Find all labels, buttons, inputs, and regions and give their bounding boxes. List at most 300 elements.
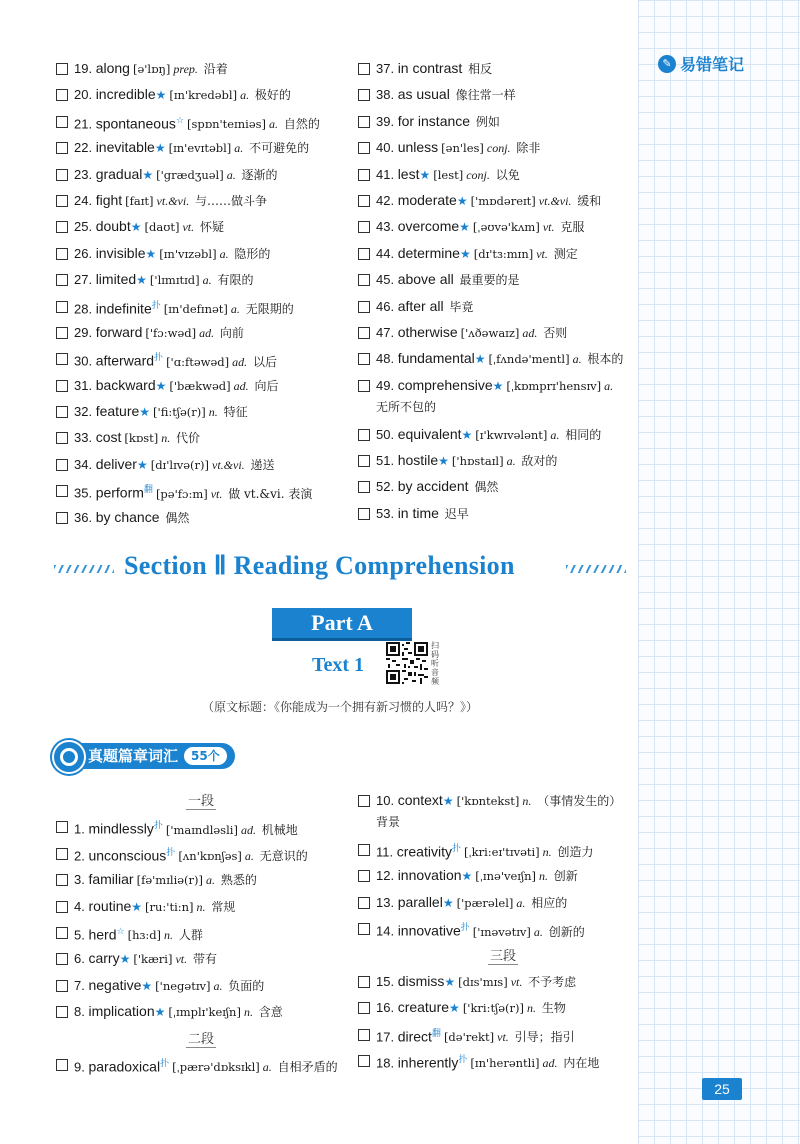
entry-number: 26. [74,245,96,261]
entry-word: paradoxical [88,1058,161,1075]
entry-phonetic: [spɒn'teɪniəs] [186,117,267,132]
vocab-entry-text [376,476,628,498]
checkbox[interactable] [358,870,370,882]
entry-phonetic: ['mɒdəreɪt] [470,193,536,208]
entry-number: 32. [74,404,96,420]
vocab-entry [56,816,356,842]
vocab-entry [56,427,356,453]
entry-meaning: 含意 [254,1005,283,1020]
star-icon: ★ [461,427,473,442]
vocab-entry-text [74,816,356,840]
entry-pos: prep. [173,62,198,76]
checkbox[interactable] [358,248,370,260]
entry-word: parallel [397,893,443,910]
entry-number: 39. [376,113,398,129]
star-icon: ★ [131,899,143,914]
vocab-entry-text [376,243,628,265]
vocab-entry [358,84,628,110]
entry-number: 52. [376,479,398,495]
vocab-entry [358,476,628,502]
vocab-count-badge: 55个 [184,747,227,765]
entry-pos: n. [164,928,174,943]
vocab-entry-text [376,892,628,914]
star-icon: ★ [449,1001,460,1016]
entry-number: 6. [74,951,89,967]
entry-pos: n. [527,1001,536,1016]
frequency-mark: 扑 [153,821,163,832]
entry-phonetic: ['ʌðəwaɪz] [460,325,520,340]
entry-phonetic: [ru:'ti:n] [145,899,194,914]
frequency-mark: 扑 [151,300,161,311]
entry-meaning: 毕竟 [445,299,474,314]
entry-meaning: 内在地 [559,1056,600,1071]
entry-word: fight [95,191,123,208]
vocab-entry [56,348,356,374]
entry-phonetic: ['fi:tʃə(r)] [153,405,206,420]
vocab-entry-text [74,216,356,238]
vocab-entry-text [74,869,356,891]
vocab-entry-text [74,269,356,291]
entry-number: 40. [376,140,398,156]
vocab-entry-text [74,1001,356,1023]
entry-meaning: 最重要的是 [455,273,520,288]
entry-phonetic: ['bækwəd] [169,378,231,393]
checkbox[interactable] [358,1055,370,1067]
entry-pos: conj. [466,167,490,182]
vocab-entry-text [376,111,628,133]
entry-number: 42. [376,192,398,208]
star-icon: ★ [139,405,151,420]
entry-phonetic: [hɜ:d] [127,928,162,943]
entry-word: unless [397,139,439,156]
vocab-entry [56,975,356,1001]
entry-number: 53. [376,505,398,521]
checkbox[interactable] [56,901,68,913]
vocab-entry [56,869,356,895]
checkbox[interactable] [358,897,370,909]
checkbox[interactable] [56,63,68,75]
entry-meaning: 例如 [472,114,500,129]
star-icon: ★ [419,167,431,182]
entry-pos: conj. [486,141,511,156]
entry-word: implication [88,1003,155,1020]
entry-meaning: 偶然 [161,510,190,525]
entry-number: 8. [74,1004,89,1020]
entry-number: 9. [74,1059,89,1075]
entry-number: 51. [376,453,398,469]
vocab-entry-text [376,269,628,291]
checkbox[interactable] [358,923,370,935]
frequency-mark: 翻 [431,1028,441,1039]
vocab-entry [358,997,628,1023]
star-icon: ★ [456,193,468,208]
checkbox[interactable] [56,485,68,497]
entry-word: creativity [396,843,452,860]
checkbox[interactable] [56,459,68,471]
entry-word: routine [88,897,132,914]
entry-word: lest [397,165,420,182]
checkbox[interactable] [358,63,370,75]
star-icon: ★ [145,246,157,261]
vocab-entry [358,137,628,163]
vocab-entry-text [376,503,628,525]
section-decor-left [54,565,114,573]
checkbox[interactable] [358,89,370,101]
entry-word: by accident [397,478,469,495]
entry-meaning: 创新的 [544,924,585,939]
entry-number: 25. [74,219,96,235]
checkbox[interactable] [56,1059,68,1071]
vocab-entry [358,790,628,833]
entry-meaning: 人群 [175,928,203,943]
entry-word: moderate [397,191,457,208]
entry-meaning: 沿着 [199,62,228,76]
vocab-entry [358,1024,628,1050]
entry-number: 45. [376,272,398,288]
qr-label: 扫码听音频 [431,641,439,686]
vocab-entry [358,450,628,476]
entry-pos: ad. [232,354,248,369]
entry-number: 12. [376,868,398,884]
entry-meaning: 敌对的 [517,454,558,469]
checkbox[interactable] [358,169,370,181]
entry-phonetic: [dɪ'tɜ:mɪn] [473,246,534,261]
vocab-entry-text [74,401,356,423]
vocab-entry [358,375,628,418]
vocab-entry [358,865,628,891]
entry-pos: ad. [542,1056,558,1071]
entry-phonetic: [ˌɪmplɪ'keɪʃn] [168,1005,241,1020]
vocab-entry-text [376,296,628,318]
entry-pos: a. [219,246,229,261]
checkbox[interactable] [358,195,370,207]
entry-number: 27. [74,272,96,288]
entry-meaning: 否则 [539,325,568,340]
entry-number: 49. [376,377,398,393]
entry-word: invisible [95,244,146,261]
entry-pos: ad. [233,378,249,393]
checkbox[interactable] [56,821,68,833]
entry-number: 38. [376,87,398,103]
checkbox[interactable] [358,429,370,441]
star-icon: ★ [141,978,153,993]
vocab-entry [56,164,356,190]
entry-meaning: 测定 [549,246,578,261]
entry-meaning: （事情发生的）背景 [376,794,622,829]
checkbox[interactable] [358,301,370,313]
entry-meaning: 常规 [207,899,236,914]
entry-pos: n. [243,1005,253,1020]
entry-word: feature [95,403,140,420]
brand-title: 易错笔记 [680,55,745,74]
entry-word: above all [397,271,454,288]
checkbox[interactable] [56,116,68,128]
entry-number: 5. [74,927,89,943]
entry-phonetic: [dɪs'mɪs] [458,974,508,989]
text-label: Text 1 [312,654,365,676]
entry-meaning: 负面的 [224,978,265,993]
entry-meaning: 根本的 [583,352,624,367]
vocab-entry-text [376,997,628,1019]
entry-number: 7. [74,977,89,993]
entry-meaning: 以免 [491,167,520,182]
entry-number: 28. [74,300,96,316]
vocab-entry [358,190,628,216]
checkbox[interactable] [56,512,68,524]
vocab-entry [358,296,628,322]
checkbox[interactable] [358,508,370,520]
entry-phonetic: [ˌpærə'dɒksɪkl] [172,1060,260,1075]
entry-phonetic: [də'rekt] [443,1030,495,1045]
checkbox[interactable] [56,432,68,444]
vocab-entry-text [74,948,356,970]
vocab-entry-text [376,918,628,942]
entry-phonetic: [ɪn'evɪtəbl] [168,141,232,156]
entry-meaning: 自相矛盾的 [273,1060,338,1075]
entry-phonetic: ['lɪmɪtɪd] [149,273,200,288]
vocab-entry-text [74,454,356,476]
star-icon: ★ [142,167,154,182]
entry-number: 37. [376,61,398,76]
entry-pos: a. [213,978,223,993]
vocab-entry [56,922,356,948]
checkbox[interactable] [358,481,370,493]
entry-word: innovation [397,867,462,884]
vocab-entry [56,243,356,269]
checkbox[interactable] [56,142,68,154]
entry-number: 35. [74,485,96,501]
entry-number: 47. [376,324,398,340]
checkbox[interactable] [358,1029,370,1041]
checkbox[interactable] [56,353,68,365]
checkbox[interactable] [56,248,68,260]
entry-phonetic: [lest] [433,167,464,182]
star-icon: ★ [442,895,454,910]
frequency-mark: 扑 [451,844,461,854]
entry-pos: a. [533,924,543,939]
star-icon: ★ [119,952,131,967]
entry-word: direct [397,1028,432,1045]
entry-word: negative [88,976,142,993]
entry-pos: vt.&vi. [212,457,245,472]
star-icon: ★ [492,378,504,393]
entry-number: 34. [74,456,96,472]
entry-phonetic: [ɪn'defɪnət] [163,301,228,316]
entry-pos: ad. [522,325,538,340]
pencil-circle-icon: ✎ [658,55,676,73]
vocab-entry-text [74,190,356,212]
vocab-entry-text [376,865,628,887]
vocab-entry [358,269,628,295]
checkbox[interactable] [56,221,68,233]
vocab-entry-text [376,1024,628,1048]
vocab-entry [56,507,356,533]
entry-number: 24. [74,192,96,208]
checkbox[interactable] [358,795,370,807]
vocab-entry [358,839,628,865]
checkbox[interactable] [56,274,68,286]
vocab-entry [56,137,356,163]
vocab-entry-text [74,243,356,265]
vocab-entry-text [376,164,628,186]
entry-number: 50. [376,426,398,442]
entry-phonetic: ['maɪndləsli] [165,822,238,837]
vocab-entry-text [74,58,356,80]
entry-number: 36. [74,509,96,525]
vocab-entry [56,58,356,84]
entry-pos: vt. [182,220,195,235]
entry-pos: vt.&vi. [156,193,190,208]
entry-pos: n. [522,794,532,808]
entry-meaning: 做 vt.&vi. 表演 [224,486,313,501]
checkbox[interactable] [56,927,68,939]
entry-meaning: 偶然 [470,480,499,495]
vocab-entry-text [74,322,356,344]
vocab-entry [56,843,356,869]
checkbox[interactable] [358,274,370,286]
checkbox[interactable] [56,169,68,181]
entry-number: 1. [74,821,89,837]
entry-phonetic: [ɪn'herəntli] [470,1056,540,1071]
vocab-entry-text [376,375,628,418]
vocab-entry [358,216,628,242]
entry-phonetic: ['negətɪv] [155,978,211,993]
checkbox[interactable] [56,874,68,886]
entry-phonetic: [fə'mɪliə(r)] [136,873,204,888]
vocab-entry [358,164,628,190]
entry-word: inevitable [95,139,155,156]
vocab-entry-text [376,137,628,159]
vocab-entry [56,375,356,401]
entry-word: backward [95,376,156,393]
vocab-entry [56,216,356,242]
entry-phonetic: ['grædʒuəl] [156,167,224,182]
checkbox[interactable] [358,116,370,128]
entry-number: 2. [74,848,89,864]
vocab-entry-text [376,322,628,344]
entry-pos: n. [196,899,206,914]
entry-pos: vt. [542,220,555,235]
paragraph-label-text: 一段 [187,794,214,809]
entry-word: gradual [95,165,143,182]
entry-meaning: 克服 [556,220,585,235]
entry-meaning: 特征 [219,405,248,420]
entry-word: context [397,792,443,808]
entry-word: herd [88,926,117,943]
checkbox[interactable] [56,953,68,965]
qr-code-icon[interactable] [386,642,428,684]
checkbox[interactable] [358,142,370,154]
vocab-entry-text [74,164,356,186]
vocab-entry [56,480,356,506]
vocab-entry [358,243,628,269]
vocab-entry-text [376,450,628,472]
entry-number: 16. [376,1000,398,1016]
entry-number: 15. [376,973,398,989]
vocab-entry [56,84,356,110]
entry-phonetic: ['ɑ:ftəwəd] [166,354,230,369]
entry-meaning: 向后 [250,378,279,393]
star-icon: ★ [154,1005,166,1020]
entry-pos: a. [206,873,216,888]
checkbox[interactable] [358,353,370,365]
entry-meaning: 自然的 [280,117,320,132]
entry-word: otherwise [397,323,458,340]
entry-number: 30. [74,353,96,369]
entry-number: 19. [74,61,96,76]
vocab-entry-text [74,348,356,372]
vocab-entry [56,454,356,480]
paragraph-label [358,945,648,971]
entry-phonetic: [ˌkri:eɪ'tɪvəti] [463,845,540,860]
entry-phonetic: [ˌəʊvə'kʌm] [472,220,540,235]
entry-phonetic: [ɪ'kwɪvələnt] [475,427,548,442]
checkbox[interactable] [56,327,68,339]
frequency-mark: 扑 [460,923,470,934]
vocab-entry-text [74,137,356,159]
entry-phonetic: [ɪn'vɪzəbl] [159,246,217,261]
star-icon: ★ [130,220,142,235]
star-icon: ★ [155,88,167,103]
checkbox[interactable] [56,195,68,207]
vocab-entry-text [74,896,356,918]
vocab-entry-text [376,839,628,863]
vocab-entry [56,1054,356,1080]
frequency-mark: ☆ [116,926,125,937]
vocab-entry-text [376,58,628,80]
checkbox[interactable] [56,301,68,313]
checkbox[interactable] [358,327,370,339]
entry-word: cost [95,429,122,446]
star-icon: ★ [444,974,456,989]
entry-meaning: 机械地 [257,822,298,837]
entry-word: in time [397,504,439,521]
checkbox[interactable] [56,980,68,992]
vocab-entry-text [74,296,356,320]
vocab-entry [358,348,628,374]
entry-meaning: 逐渐的 [237,167,278,182]
checkbox[interactable] [358,976,370,988]
checkbox[interactable] [56,1006,68,1018]
frequency-mark: 扑 [160,1058,170,1069]
entry-pos: a. [572,352,582,367]
checkbox[interactable] [56,406,68,418]
checkbox[interactable] [56,380,68,392]
entry-pos: a. [226,167,236,182]
checkbox[interactable] [358,380,370,392]
entry-phonetic: [ən'les] [441,141,484,156]
entry-word: equivalent [397,425,462,442]
entry-pos: vt. [510,974,523,989]
entry-word: after all [397,297,444,314]
checkbox[interactable] [358,221,370,233]
star-icon: ★ [442,794,454,808]
checkbox[interactable] [56,89,68,101]
checkbox[interactable] [358,455,370,467]
entry-pos: n. [538,869,548,884]
vocab-entry-text [376,971,628,993]
checkbox[interactable] [358,1002,370,1014]
entry-pos: n. [161,431,171,446]
checkbox[interactable] [56,848,68,860]
entry-phonetic: ['hɒstaɪl] [451,454,504,469]
entry-number: 18. [376,1055,398,1071]
entry-meaning: 相应的 [527,895,568,910]
vocab-entry [358,424,628,450]
vocab-column-top-left [56,58,356,533]
checkbox[interactable] [358,844,370,856]
entry-meaning: 相同的 [561,427,602,442]
